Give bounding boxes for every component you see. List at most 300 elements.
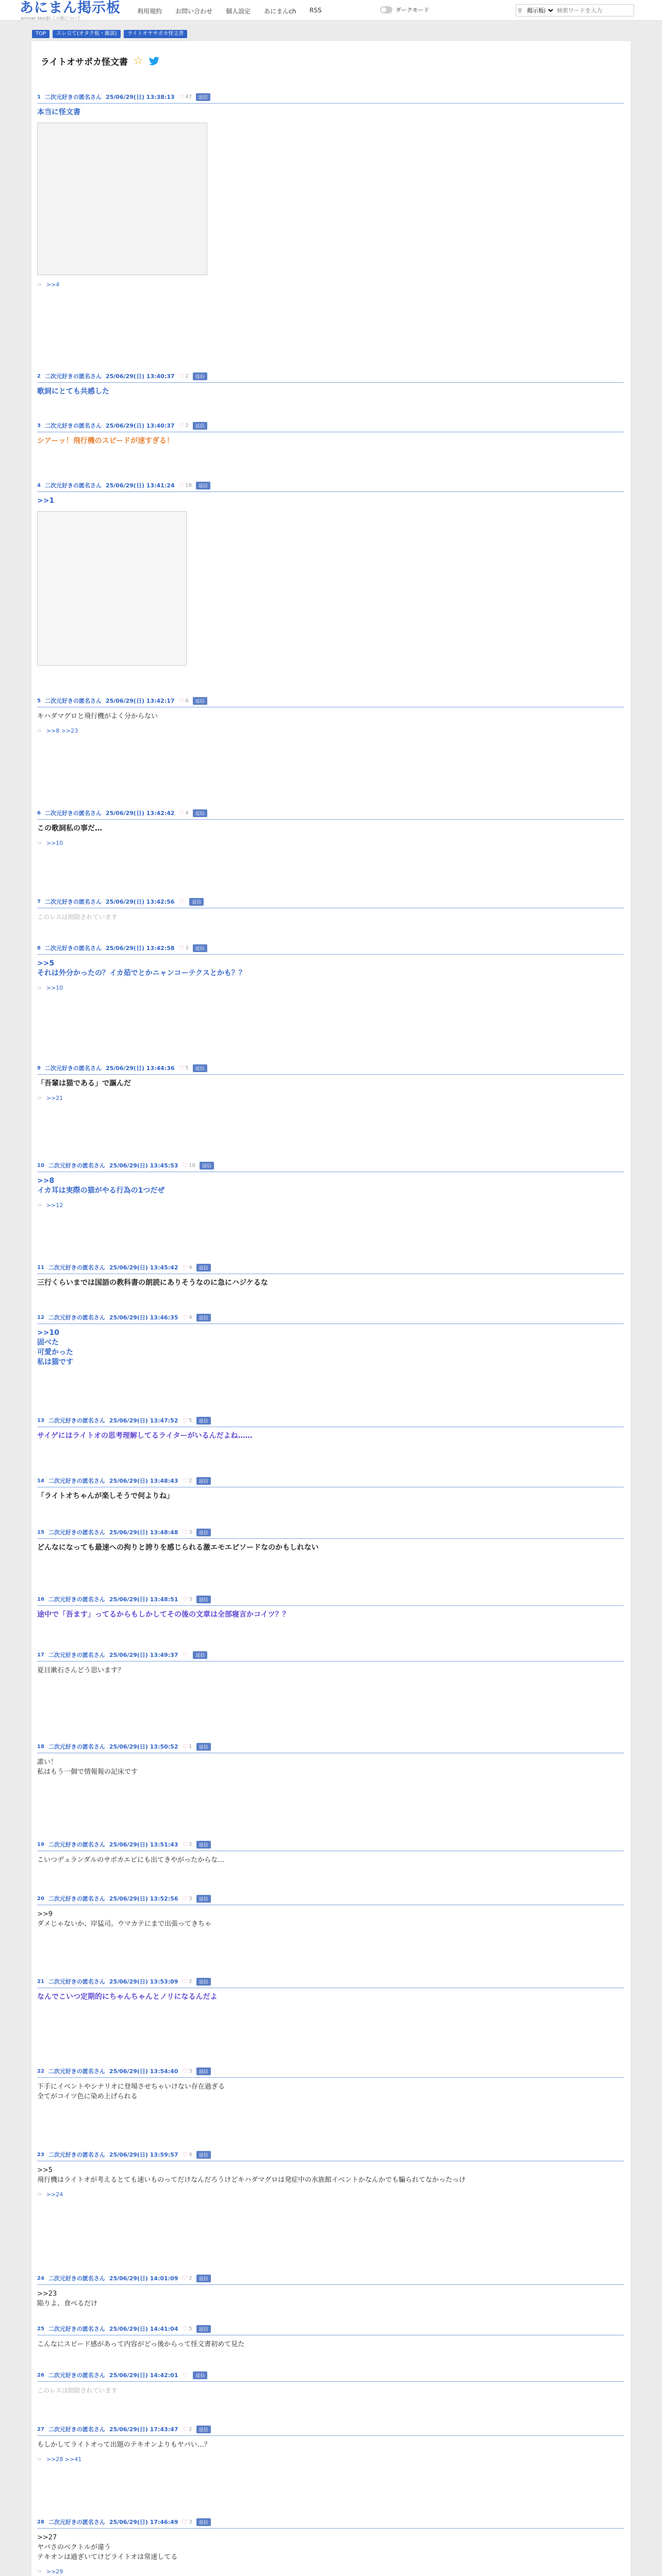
poster-name: 二次元好きの匿名さん: [44, 94, 102, 100]
like-heart-icon[interactable]: ♡: [182, 2151, 188, 2158]
like-count: 5: [189, 2326, 192, 2332]
poster-name: 二次元好きの匿名さん: [48, 2372, 105, 2379]
reply-button[interactable]: 返信: [193, 2371, 207, 2379]
post-date: 25/06/29(日) 13:41:24: [105, 482, 175, 489]
poster-name: 二次元好きの匿名さん: [44, 945, 102, 952]
post-date: 25/06/29(日) 13:49:37: [109, 1652, 178, 1658]
reply-button[interactable]: 返信: [196, 1596, 211, 1603]
post-meta: [37, 2325, 624, 2335]
response-link[interactable]: >>29: [46, 2568, 63, 2575]
nav-contact[interactable]: お問い合わせ: [175, 8, 213, 15]
post: [37, 1263, 624, 1288]
reply-button[interactable]: 返信: [196, 482, 210, 489]
post-number[interactable]: 1: [37, 94, 41, 100]
poster-name: 二次元好きの匿名さん: [48, 2426, 105, 2433]
like-heart-icon[interactable]: ♡: [178, 482, 185, 489]
like-heart-icon[interactable]: ♡: [182, 1417, 188, 1424]
poster-name: 二次元好きの匿名さん: [48, 1743, 105, 1750]
post-meta: [37, 897, 624, 908]
post-meta: [37, 2067, 624, 2078]
reply-button[interactable]: 返信: [193, 422, 207, 430]
poster-name: 二次元好きの匿名さん: [48, 1529, 105, 1536]
post-meta: [37, 1742, 624, 1753]
like-count: 3: [185, 945, 189, 951]
like-heart-icon[interactable]: ♡: [182, 2325, 188, 2332]
like-heart-icon[interactable]: ♡: [178, 93, 185, 100]
post: [37, 481, 624, 666]
like-heart-icon[interactable]: ♡: [182, 2518, 188, 2526]
post-meta: [37, 1263, 624, 1274]
like-count: 1: [189, 1743, 192, 1750]
like-heart-icon[interactable]: ♡: [182, 2371, 188, 2379]
poster-name: 二次元好きの匿名さん: [48, 2326, 105, 2332]
poster-name: 二次元好きの匿名さん: [48, 1264, 105, 1271]
reply-button[interactable]: 返信: [196, 1417, 211, 1425]
post-number[interactable]: 23: [37, 2151, 44, 2158]
post-meta: [37, 1977, 624, 1988]
like-count: 18: [189, 1162, 195, 1168]
poster-name: 二次元好きの匿名さん: [48, 1478, 105, 1484]
post-number[interactable]: 28: [37, 2519, 44, 2525]
like-count: 5: [189, 1417, 192, 1423]
post-body: 夏目漱石さんどう思います？: [37, 1667, 125, 1674]
reply-hand-icon: ☞: [37, 281, 42, 288]
post-body: 本当に怪文書: [37, 108, 80, 116]
post: [37, 1840, 624, 1865]
twitter-bird-icon[interactable]: [148, 57, 160, 66]
post-meta: [37, 421, 624, 432]
post: [37, 93, 624, 288]
post-meta: [37, 1651, 624, 1662]
post: [37, 2150, 624, 2198]
nav-animanch[interactable]: あにまんch: [264, 8, 296, 15]
post-number[interactable]: 4: [37, 482, 41, 488]
post-body: >>27 ヤバさのベクトルが違う テキオンは過ぎいてけどライトオは常速してる: [37, 2534, 178, 2561]
post-body: 誰い！ 私はもう一個で情報報の記床です: [37, 1758, 138, 1776]
response-link[interactable]: >>21: [46, 1095, 63, 1101]
search-input[interactable]: [555, 7, 634, 14]
poster-name: 二次元好きの匿名さん: [48, 2519, 105, 2526]
reply-hand-icon: ☞: [37, 840, 42, 846]
post-meta: [37, 1595, 624, 1606]
poster-name: 二次元好きの匿名さん: [48, 2151, 105, 2158]
response-links: [37, 840, 624, 846]
post: [37, 1313, 624, 1367]
response-links: [37, 2568, 624, 2575]
like-count: 3: [189, 1529, 192, 1535]
post-number[interactable]: 27: [37, 2426, 44, 2432]
nav-settings[interactable]: 個人設定: [226, 8, 251, 15]
post-date: 25/06/29(日) 13:52:56: [109, 1895, 178, 1902]
reply-button[interactable]: 返信: [193, 372, 207, 380]
reply-hand-icon: ☞: [37, 2568, 42, 2575]
post-date: 25/06/29(日) 14:01:09: [109, 2275, 178, 2282]
post-date: 25/06/29(日) 14:42:01: [109, 2372, 178, 2379]
post-meta: [37, 2150, 624, 2161]
like-heart-icon[interactable]: ♡: [182, 1529, 188, 1536]
post-date: 25/06/29(日) 13:46:35: [109, 1314, 178, 1321]
poster-name: 二次元好きの匿名さん: [48, 1895, 105, 1902]
post-body: >>10 固べた 可愛かった 私は猫です: [37, 1329, 73, 1366]
reply-button[interactable]: 返信: [193, 1651, 207, 1659]
post: [37, 897, 624, 922]
post-date: 25/06/29(日) 13:40:37: [105, 422, 175, 429]
post-body: このレスは削除されています: [37, 913, 118, 921]
post-number[interactable]: 2: [37, 373, 41, 379]
post-body: >>8 イカ耳は実際の猫がやる行為の1つだぜ: [37, 1177, 165, 1195]
post: [37, 2067, 624, 2102]
reply-button[interactable]: 返信: [189, 898, 204, 906]
post-number[interactable]: 7: [37, 899, 41, 905]
reply-button[interactable]: 返信: [196, 1841, 211, 1849]
post-body: >>1: [37, 497, 55, 505]
post-meta: [37, 2274, 624, 2285]
response-link[interactable]: >>24: [46, 2191, 63, 2198]
post-body: 途中で「吾ます」ってるからもしかしてその後の文章は全部寝言かコイツ？？: [37, 1611, 290, 1619]
poster-name: 二次元好きの匿名さん: [44, 810, 102, 817]
post-number[interactable]: 24: [37, 2275, 44, 2281]
like-heart-icon[interactable]: ♡: [182, 2067, 188, 2075]
post: [37, 1651, 624, 1675]
post: [37, 1416, 624, 1441]
like-count: 4: [189, 1314, 192, 1320]
like-count: 2: [185, 373, 189, 379]
thread-title: ライトオサポカ怪文書: [41, 57, 128, 67]
reply-hand-icon: ☞: [37, 1202, 42, 1209]
post-date: 25/06/29(日) 13:47:52: [109, 1417, 178, 1424]
reply-button[interactable]: 返信: [193, 697, 207, 705]
reply-button[interactable]: 返信: [193, 809, 207, 817]
post-meta: [37, 2518, 624, 2529]
reply-button[interactable]: 返信: [196, 2067, 211, 2075]
response-link[interactable]: >>10: [46, 985, 63, 991]
poster-name: 二次元好きの匿名さん: [48, 1417, 105, 1424]
post: [37, 2425, 624, 2463]
like-heart-icon[interactable]: ♡: [178, 1064, 185, 1072]
like-heart-icon[interactable]: ♡: [182, 1841, 188, 1848]
reply-button[interactable]: 返信: [193, 944, 207, 952]
breadcrumb-thread[interactable]: ライトオヤサポカ怪文書: [124, 30, 187, 38]
site-logo-subtitle[interactable]: animan bbs(β) この板について: [21, 16, 81, 21]
reply-button[interactable]: 返信: [196, 2275, 211, 2282]
reply-hand-icon: ☞: [37, 2456, 42, 2463]
search-scope-select[interactable]: [524, 7, 555, 14]
post-number[interactable]: 8: [37, 945, 41, 951]
post-number[interactable]: 15: [37, 1529, 44, 1535]
response-links: [37, 281, 624, 288]
post-meta: [37, 1528, 624, 1539]
poster-name: 二次元好きの匿名さん: [48, 1978, 105, 1985]
like-count: 4: [189, 1264, 192, 1270]
breadcrumb: [32, 30, 187, 38]
post-meta: [37, 1840, 624, 1851]
post-number[interactable]: 18: [37, 1743, 44, 1750]
post-number[interactable]: 19: [37, 1841, 44, 1848]
post-meta: [37, 1161, 624, 1172]
like-heart-icon[interactable]: ♡: [182, 2275, 188, 2282]
like-count: 2: [189, 1478, 192, 1484]
post-meta: [37, 1477, 624, 1487]
reply-button[interactable]: 返信: [196, 1264, 211, 1272]
post-date: 25/06/29(日) 13:45:53: [109, 1162, 178, 1169]
post-number[interactable]: 21: [37, 1978, 44, 1985]
post: [37, 2518, 624, 2575]
poster-name: 二次元好きの匿名さん: [48, 2068, 105, 2075]
post-number[interactable]: 9: [37, 1065, 41, 1071]
like-heart-icon[interactable]: ♡: [182, 1314, 188, 1321]
response-links: [37, 2456, 624, 2463]
post: [37, 1595, 624, 1620]
like-heart-icon[interactable]: ♡: [182, 1743, 188, 1750]
post-date: 25/06/29(日) 17:43:47: [109, 2426, 178, 2433]
post-body: この歌詞私の事だ…: [37, 824, 102, 833]
breadcrumb-board[interactable]: スレ立て(オタク板・雑談): [53, 30, 121, 38]
poster-name: 二次元好きの匿名さん: [44, 899, 102, 905]
post: [37, 1977, 624, 2002]
thread-content: [31, 41, 631, 2576]
reply-button[interactable]: 返信: [196, 2325, 211, 2333]
post-number[interactable]: 10: [37, 1162, 44, 1168]
like-count: 4: [185, 810, 189, 816]
post-body: 下手にイベントやシナリオに登場させちゃいけない存在過ぎる 全てがコイツ色に染め上げられる: [37, 2083, 225, 2100]
poster-name: 二次元好きの匿名さん: [48, 1162, 105, 1169]
post-number[interactable]: 13: [37, 1417, 44, 1423]
post: [37, 2371, 624, 2396]
post-date: 25/06/29(日) 13:51:43: [109, 1841, 178, 1848]
like-heart-icon[interactable]: ♡: [182, 1978, 188, 1985]
like-count: 3: [189, 1596, 192, 1602]
post-meta: [37, 481, 624, 492]
poster-name: 二次元好きの匿名さん: [48, 1841, 105, 1848]
post-date: 25/06/29(日) 13:48:43: [109, 1478, 178, 1484]
post-meta: [37, 2371, 624, 2382]
like-heart-icon[interactable]: ♡: [178, 372, 185, 380]
post-number[interactable]: 25: [37, 2326, 44, 2332]
like-heart-icon[interactable]: ♡: [182, 1596, 188, 1603]
like-count: 3: [189, 2068, 192, 2074]
poster-name: 二次元好きの匿名さん: [48, 1596, 105, 1603]
like-heart-icon[interactable]: ♡: [182, 1651, 188, 1658]
like-heart-icon[interactable]: ♡: [178, 898, 185, 905]
response-link[interactable]: >>10: [46, 840, 63, 846]
like-heart-icon[interactable]: ♡: [178, 809, 185, 817]
reply-button[interactable]: 返信: [196, 2518, 211, 2526]
post-body: 歌詞にとても共感した: [37, 387, 109, 396]
post-number[interactable]: 20: [37, 1895, 44, 1902]
reply-hand-icon: ☞: [37, 1095, 42, 1101]
response-links: [37, 727, 624, 734]
response-links: [37, 1202, 624, 1209]
dark-mode-label: ダークモード: [395, 7, 429, 13]
post-date: 25/06/29(日) 17:46:49: [109, 2519, 178, 2526]
poster-name: 二次元好きの匿名さん: [48, 1314, 105, 1321]
response-link[interactable]: >>4: [46, 281, 60, 288]
post-body: もしかしてライトオって出題のテキオンよりもヤバい…？: [37, 2441, 211, 2449]
like-heart-icon[interactable]: ♡: [182, 2426, 188, 2433]
post: [37, 2325, 624, 2349]
post-number[interactable]: 3: [37, 422, 41, 429]
post-date: 25/06/29(日) 13:48:48: [109, 1529, 178, 1536]
post-number[interactable]: 6: [37, 810, 41, 816]
post: [37, 1894, 624, 1929]
post-number[interactable]: 26: [37, 2372, 44, 2378]
post-date: 25/06/29(日) 13:40:37: [105, 373, 175, 380]
post-date: 25/06/29(日) 13:42:58: [105, 945, 175, 952]
like-heart-icon[interactable]: ♡: [178, 944, 185, 952]
post-body: サイゲにはライトオの思考理解してるライターがいるんだよね……: [37, 1432, 253, 1440]
post-meta: [37, 697, 624, 707]
reply-hand-icon: ☞: [37, 985, 42, 991]
site-header: [0, 0, 662, 21]
reply-button[interactable]: 返信: [196, 1314, 211, 1321]
nav-terms[interactable]: 利用規約: [137, 8, 162, 15]
like-heart-icon[interactable]: ♡: [182, 1264, 188, 1271]
search-icon[interactable]: ⚲: [518, 7, 522, 14]
post-meta: [37, 809, 624, 820]
poster-name: 二次元好きの匿名さん: [44, 698, 102, 704]
like-count: 2: [189, 2426, 192, 2432]
reply-button[interactable]: 返信: [196, 2151, 211, 2159]
post-meta: [37, 1416, 624, 1427]
reply-button[interactable]: 返信: [196, 1743, 211, 1751]
post-body: >>5 それは外分かったの？イカ茹でとかニャンコーテクスとかも？？: [37, 959, 246, 977]
post-meta: [37, 1894, 624, 1905]
like-heart-icon[interactable]: ♡: [182, 1477, 188, 1484]
like-heart-icon[interactable]: ♡: [182, 1162, 188, 1169]
like-count: 2: [189, 1978, 192, 1985]
post: [37, 421, 624, 446]
post-image[interactable]: [37, 511, 187, 666]
post-date: 25/06/29(日) 13:44:36: [105, 1065, 175, 1072]
post-date: 25/06/29(日) 13:50:52: [109, 1743, 178, 1750]
post-body: シアーッ！飛行機のスピードが速すぎる！: [37, 437, 174, 445]
post-body: このレスは削除されています: [37, 2387, 118, 2394]
post-number[interactable]: 5: [37, 698, 41, 704]
post-meta: [37, 1064, 624, 1075]
post: [37, 1064, 624, 1101]
post-number[interactable]: 14: [37, 1478, 44, 1484]
post-body: 「ライトオちゃんが楽しそうで何よりね」: [37, 1492, 174, 1500]
post: [37, 697, 624, 734]
post-meta: [37, 944, 624, 955]
favorite-star-icon[interactable]: ☆: [133, 54, 143, 67]
post-body: 「吾輩は猫である」で謳んだ: [37, 1079, 131, 1088]
dark-mode-toggle[interactable]: [380, 6, 429, 14]
response-link[interactable]: >>12: [46, 1202, 63, 1209]
like-count: 3: [189, 2519, 192, 2525]
post-date: 25/06/29(日) 13:48:51: [109, 1596, 178, 1603]
post-meta: [37, 1313, 624, 1324]
post-date: 25/06/29(日) 13:59:57: [109, 2151, 178, 2158]
post-body: キハダマグロと飛行機がよく分からない: [37, 713, 158, 720]
post: [37, 372, 624, 397]
response-link[interactable]: >>8 >>23: [46, 727, 78, 734]
post: [37, 809, 624, 846]
response-links: [37, 985, 624, 991]
site-logo[interactable]: あにまん掲示板: [20, 0, 121, 16]
reply-button[interactable]: 返信: [196, 1477, 211, 1485]
post-number[interactable]: 12: [37, 1314, 44, 1320]
post-date: 25/06/29(日) 13:54:40: [109, 2068, 178, 2075]
reply-button[interactable]: 返信: [196, 1895, 211, 1903]
reply-button[interactable]: 返信: [196, 93, 210, 101]
like-count: 3: [189, 1895, 192, 1902]
like-heart-icon[interactable]: ♡: [178, 422, 185, 429]
post-meta: [37, 93, 624, 104]
poster-name: 二次元好きの匿名さん: [44, 422, 102, 429]
response-links: [37, 1095, 624, 1101]
reply-hand-icon: ☞: [37, 2191, 42, 2198]
post-body: こいつデュランダルのサポカエピにも出てきやがったからな…: [37, 1856, 225, 1864]
reply-button[interactable]: 返信: [196, 1978, 211, 1986]
breadcrumb-top[interactable]: TOP: [32, 30, 49, 38]
post-date: 25/06/29(日) 13:45:42: [109, 1264, 178, 1271]
top-nav: [137, 7, 322, 15]
post-date: 25/06/29(日) 13:42:17: [105, 698, 175, 704]
reply-button[interactable]: 返信: [200, 1162, 214, 1170]
like-count: 2: [189, 1841, 192, 1848]
reply-hand-icon: ☞: [37, 727, 42, 734]
post-body: 三行くらいまでは国語の教科書の朗読にありそうなのに急にハジケるな: [37, 1279, 268, 1287]
post: [37, 944, 624, 991]
search-box: [516, 4, 634, 16]
post: [37, 1742, 624, 1777]
reply-button[interactable]: 返信: [196, 2426, 211, 2433]
post-meta: [37, 372, 624, 383]
reply-button[interactable]: 返信: [196, 1529, 211, 1536]
post-body: >>23 陥りよ、食べるだけ: [37, 2290, 98, 2308]
post: [37, 1161, 624, 1209]
like-count: 2: [189, 2275, 192, 2281]
post-number[interactable]: 11: [37, 1264, 44, 1270]
like-count: 4: [189, 2151, 192, 2158]
response-link[interactable]: >>28 >>41: [46, 2456, 82, 2463]
poster-name: 二次元好きの匿名さん: [48, 2275, 105, 2282]
post: [37, 2274, 624, 2309]
post-number[interactable]: 16: [37, 1596, 44, 1602]
reply-button[interactable]: 返信: [193, 1064, 207, 1072]
post-date: 25/06/29(日) 13:38:13: [105, 94, 175, 100]
post: [37, 1528, 624, 1553]
poster-name: 二次元好きの匿名さん: [44, 1065, 102, 1072]
post-meta: [37, 2425, 624, 2436]
nav-rss[interactable]: RSS: [309, 7, 322, 14]
toggle-switch-icon[interactable]: [380, 6, 392, 13]
post-date: 25/06/29(日) 13:42:56: [105, 899, 175, 905]
poster-name: 二次元好きの匿名さん: [44, 482, 102, 489]
like-count: 5: [185, 1065, 189, 1071]
post-date: 25/06/29(日) 14:41:04: [109, 2326, 178, 2332]
post-body: こんなにスピード感があって内容がどっ後からって怪文書初めて見た: [37, 2341, 245, 2348]
post-number[interactable]: 17: [37, 1652, 44, 1658]
response-links: [37, 2191, 624, 2198]
like-count: 6: [185, 698, 189, 704]
like-heart-icon[interactable]: ♡: [178, 697, 185, 704]
post-date: 25/06/29(日) 13:53:09: [109, 1978, 178, 1985]
like-count: 18: [185, 482, 192, 488]
post-number[interactable]: 22: [37, 2068, 44, 2074]
post: [37, 1477, 624, 1501]
post-body: どんなになっても最速への拘りと誇りを感じられる激エモエピソードなのかもしれない: [37, 1544, 319, 1552]
post-image[interactable]: [37, 123, 207, 275]
thread-header: [41, 55, 160, 67]
like-heart-icon[interactable]: ♡: [182, 1895, 188, 1902]
post-body: >>9 ダメじゃないか、岸猛司。ウマカテにまで出張ってきちゃ: [37, 1910, 212, 1928]
poster-name: 二次元好きの匿名さん: [48, 1652, 105, 1658]
poster-name: 二次元好きの匿名さん: [44, 373, 102, 380]
like-count: 2: [185, 422, 189, 429]
post-body: >>5 飛行機はライトオが考えるとても速いものってだけなんだろうけどキハダマグロは発症中の水族館イベントかなんかでも騙られてなかったっけ: [37, 2166, 466, 2184]
